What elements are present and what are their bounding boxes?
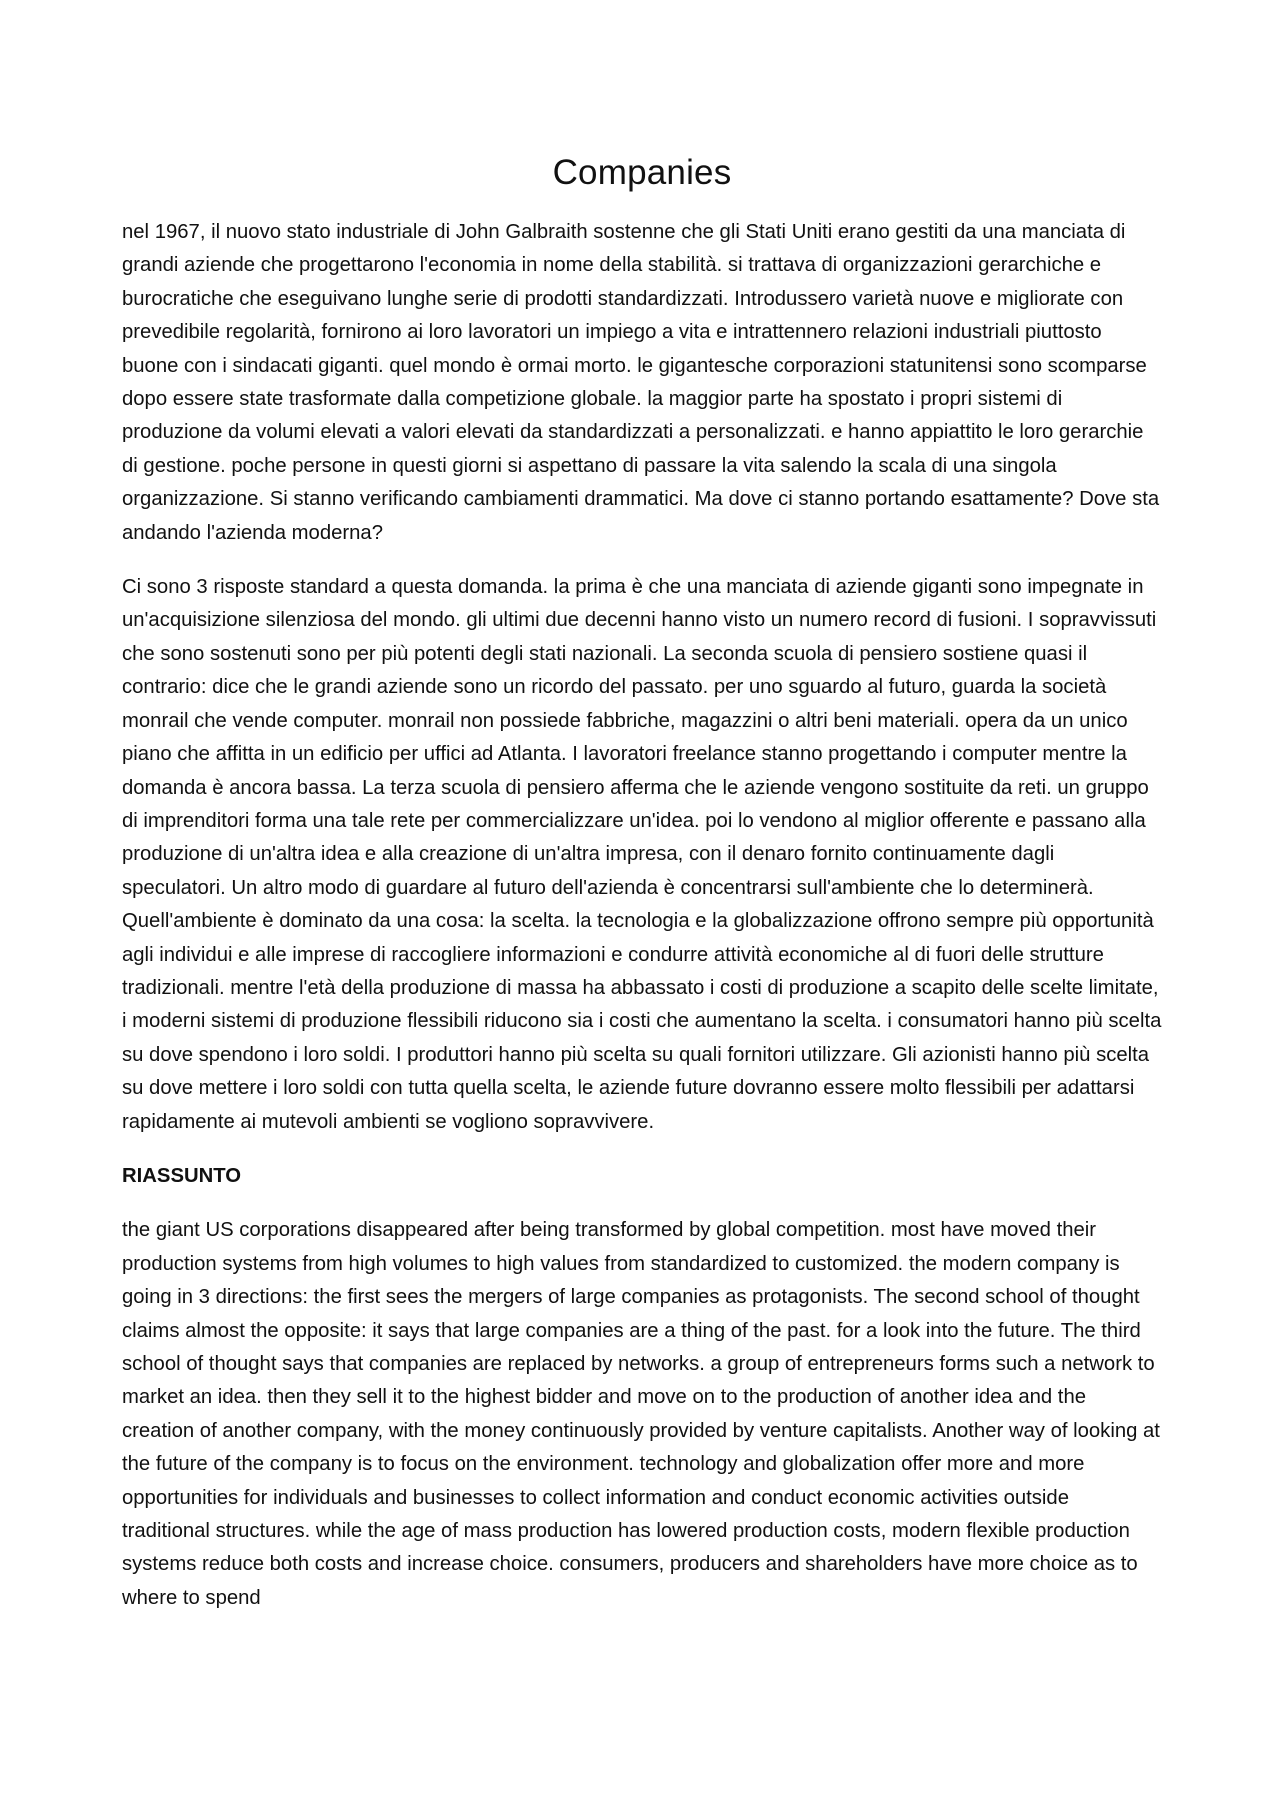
- paragraph-three-answers: Ci sono 3 risposte standard a questa domanda. la prima è che una manciata di aziende giganti sono impegnate in un'acquisizione silenziosa del mondo. gli ultimi due decenni hanno visto un numero record di fusioni. I sopravvissuti che sono sostenuti sono per più potenti degli stati nazionali. La seconda scuola di pensiero sostiene quasi il contrario: dice che le grandi aziende sono un ricordo del passato. per uno sguardo al futuro, guarda la società monrail che vende computer. monrail non possiede fabbriche, magazzini o altri beni materiali. opera da un unico piano che affitta in un edificio per uffici ad Atlanta. I lavoratori freelance stanno progettando i computer mentre la domanda è ancora bassa. La terza scuola di pensiero afferma che le aziende vengono sostituite da reti. un gruppo di imprenditori forma una tale rete per commercializzare un'idea. poi lo vendono al miglior offerente e passano alla produzione di un'altra idea e alla creazione di un'altra impresa, con il denaro fornito continuamente dagli speculatori. Un altro modo di guardare al futuro dell'azienda è concentrarsi sull'ambiente che lo determinerà. Quell'ambiente è dominato da una cosa: la scelta. la tecnologia e la globalizzazione offrono sempre più opportunità agli individui e alle imprese di raccogliere informazioni e condurre attività economiche al di fuori delle strutture tradizionali. mentre l'età della produzione di massa ha abbassato i costi di produzione a scapito delle scelte limitate, i moderni sistemi di produzione flessibili riducono sia i costi che aumentano la scelta. i consumatori hanno più scelta su dove spendono i loro soldi. I produttori hanno più scelta su quali fornitori utilizzare. Gli azionisti hanno più scelta su dove mettere i loro soldi con tutta quella scelta, le aziende future dovranno essere molto flessibili per adattarsi rapidamente ai mutevoli ambienti se vogliono sopravvivere.: [122, 576, 1162, 1133]
- summary-heading: RIASSUNTO: [122, 1164, 242, 1187]
- paragraph-intro: nel 1967, il nuovo stato industriale di John Galbraith sostenne che gli Stati Uniti erano gestiti da una manciata di grandi aziende che progettarono l'economia in nome della stabilità. si trattava di organizzazioni gerarchiche e burocratiche che eseguivano lunghe serie di prodotti standardizzati. Introdussero varietà nuove e migliorate con prevedibile regolarità, fornirono ai loro lavoratori un impiego a vita e intrattennero relazioni industriali piuttosto buone con i sindacati giganti. quel mondo è ormai morto. le gigantesche corporazioni statunitensi sono scomparse dopo essere state trasformate dalla competizione globale. la maggior parte ha spostato i propri sistemi di produzione da volumi elevati a valori elevati da standardizzati a personalizzati. e hanno appiattito le loro gerarchie di gestione. poche persone in questi giorni si aspettano di passare la vita salendo la scala di una singola organizzazione. Si stanno verificando cambiamenti drammatici. Ma dove ci stanno portando esattamente? Dove sta andando l'azienda moderna?: [122, 221, 1160, 544]
- document-title: Companies: [552, 153, 732, 192]
- summary-paragraph: the giant US corporations disappeared after being transformed by global competition. most have moved their production systems from high volumes to high values from standardized to customized. the modern company is going in 3 directions: the first sees the mergers of large companies as protagonists. The second school of thought claims almost the opposite: it says that large companies are a thing of the past. for a look into the future. The third school of thought says that companies are replaced by networks. a group of entrepreneurs forms such a network to market an idea. then they sell it to the highest bidder and move on to the production of another idea and the creation of another company, with the money continuously provided by venture capitalists. Another way of looking at the future of the company is to focus on the environment. technology and globalization offer more and more opportunities for individuals and businesses to collect information and conduct economic activities outside traditional structures. while the age of mass production has lowered production costs, modern flexible production systems reduce both costs and increase choice. consumers, producers and shareholders have more choice as to where to spend: [122, 1219, 1160, 1609]
